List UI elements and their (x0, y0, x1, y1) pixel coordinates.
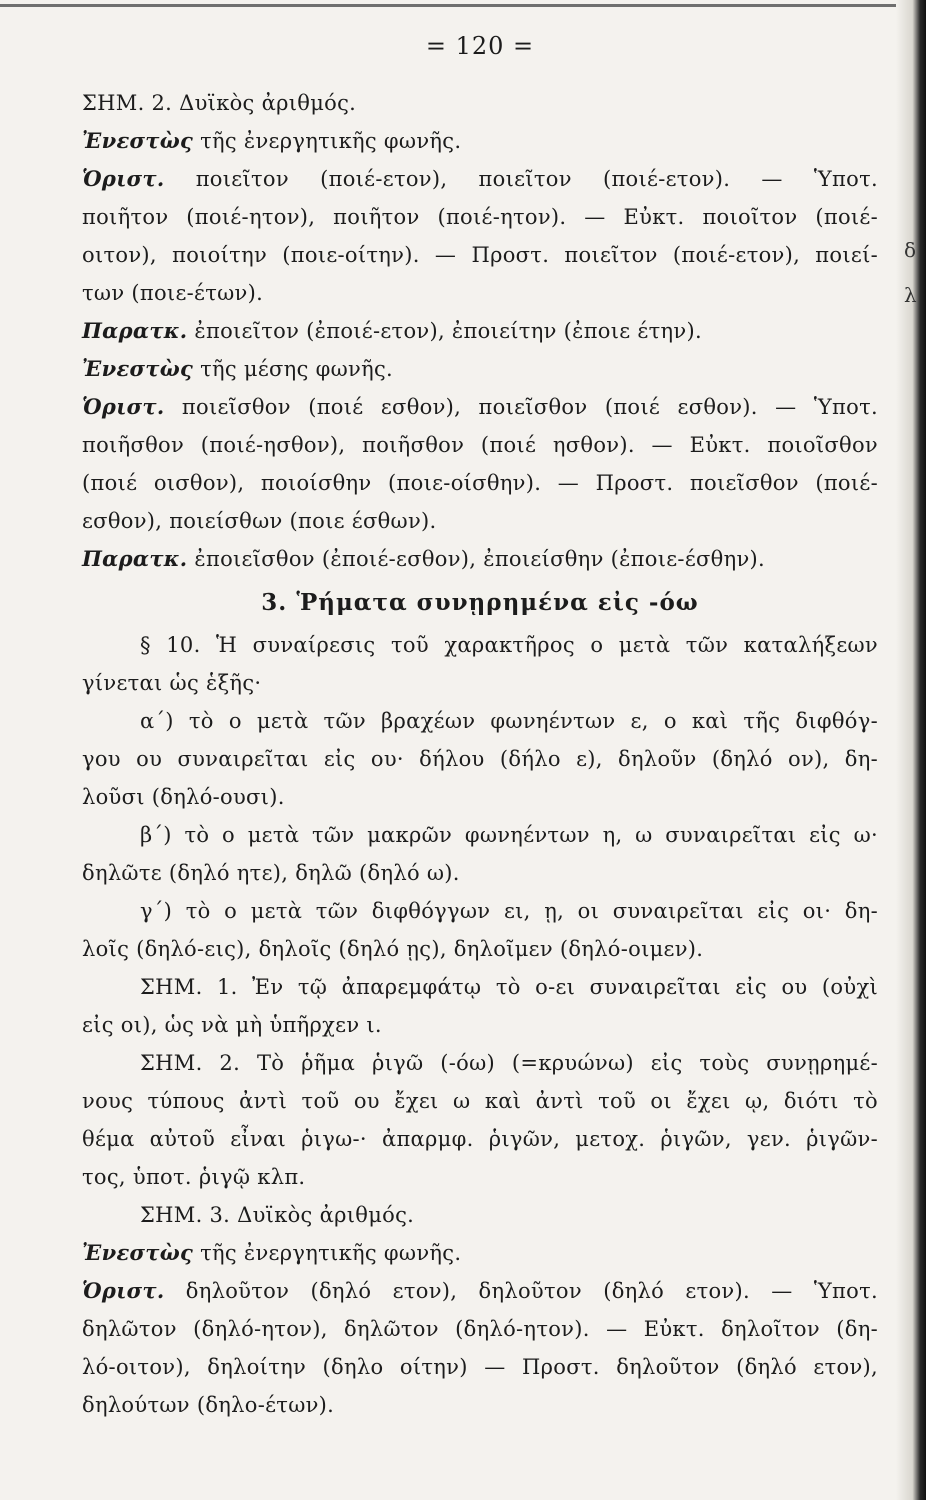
text-line: α΄) τὸ ο μετὰ τῶν βραχέων φωνηέντων ε, ο καὶ τῆς διφθόγ- (140, 709, 878, 733)
text-line: δηλῶτε (δηλό ητε), δηλῶ (δηλό ω). (82, 861, 460, 885)
text-line: ποιῆσθον (ποιέ-ησθον), ποιῆσθον (ποιέ ησθον). — Εὐκτ. ποιοῖσθον (82, 433, 878, 457)
text-line: των (ποιε-έτων). (82, 281, 264, 305)
top-rule (0, 4, 900, 7)
text-line: Ἐνεστὼς τῆς ἐνεργητικῆς φωνῆς. (82, 1240, 462, 1265)
text-line: γ΄) τὸ ο μετὰ τῶν διφθόγγων ει, ῃ, οι συναιρεῖται εἰς οι· δη- (140, 899, 878, 923)
text-line: § 10. Ἡ συναίρεσις τοῦ χαρακτῆρος ο μετὰ τῶν καταλήξεων (140, 633, 878, 657)
text-line: Ἐνεστὼς τῆς ἐνεργητικῆς φωνῆς. (82, 128, 462, 153)
text-line: (ποιέ οισθον), ποιοίσθην (ποιε-οίσθην). — Προστ. ποιεῖσθον (ποιέ- (82, 471, 878, 495)
text-line: ΣΗΜ. 1. Ἐν τῷ ἀπαρεμφάτῳ τὸ ο-ει συναιρεῖται εἰς ου (οὐχὶ (140, 975, 878, 999)
text-line: ποιῆτον (ποιέ-ητον), ποιῆτον (ποιέ-ητον). — Εὐκτ. ποιοῖτον (ποιέ- (82, 205, 878, 229)
text-line: λοῖς (δηλό-εις), δηλοῖς (δηλό ῃς), δηλοῖμεν (δηλό-οιμεν). (82, 937, 704, 961)
text-line: ΣΗΜ. 2. Δυϊκὸς ἀριθμός. (82, 91, 357, 115)
text-line: Ὁριστ. ποιεῖτον (ποιέ-ετον), ποιεῖτον (ποιέ-ετον). — Ὑποτ. (82, 166, 878, 191)
text-line: Ἐνεστὼς τῆς μέσης φωνῆς. (82, 356, 394, 381)
text-line: εἰς οι), ὡς νὰ μὴ ὑπῆρχεν ι. (82, 1013, 382, 1037)
text-line: γου ου συναιρεῖται εἰς ου· δήλου (δήλο ε), δηλοῦν (δηλό ον), δη- (82, 747, 878, 771)
text-line: ΣΗΜ. 3. Δυϊκὸς ἀριθμός. (140, 1203, 415, 1227)
section-heading: 3. Ῥήματα συνῃρημένα εἰς -όω (261, 589, 699, 616)
text-line: εσθον), ποιείσθων (ποιε έσθων). (82, 509, 437, 533)
text-line: λό-οιτον), δηλοίτην (δηλο οίτην) — Προστ. δηλοῦτον (δηλό ετον), (82, 1355, 878, 1379)
text-line: οιτον), ποιοίτην (ποιε-οίτην). — Προστ. ποιεῖτον (ποιέ-ετον), ποιεί- (82, 243, 878, 267)
text-line: γίνεται ὡς ἑξῆς· (82, 671, 262, 695)
text-line: νους τύπους ἀντὶ τοῦ ου ἔχει ω καὶ ἀντὶ τοῦ οι ἔχει ῳ, διότι τὸ (82, 1089, 878, 1113)
text-line: δηλῶτον (δηλό-ητον), δηλῶτον (δηλό-ητον). — Εὐκτ. δηλοῖτον (δη- (82, 1317, 878, 1341)
text-line: θέμα αὐτοῦ εἶναι ῥιγω-· ἀπαρμφ. ῥιγῶν, μετοχ. ῥιγῶν, γεν. ῥιγῶν- (82, 1127, 878, 1151)
text-line: λοῦσι (δηλό-ουσι). (82, 785, 285, 809)
margin-mark: δ (904, 238, 917, 262)
text-line: β΄) τὸ ο μετὰ τῶν μακρῶν φωνηέντων η, ω συναιρεῖται εἰς ω· (140, 823, 878, 847)
text-line: Ὁριστ. ποιεῖσθον (ποιέ εσθον), ποιεῖσθον (ποιέ εσθον). — Ὑποτ. (82, 394, 878, 419)
margin-mark: λ (904, 283, 917, 307)
text-line: τος, ὑποτ. ῥιγῷ κλπ. (82, 1165, 306, 1189)
text-line: Παρατκ. ἐποιεῖσθον (ἐποιέ-εσθον), ἐποιείσθην (ἐποιε-έσθην). (82, 546, 765, 571)
text-line: δηλούτων (δηλο-έτων). (82, 1393, 335, 1417)
page-edge (896, 0, 926, 1500)
text-line: Ὁριστ. δηλοῦτον (δηλό ετον), δηλοῦτον (δηλό ετον). — Ὑποτ. (82, 1278, 878, 1303)
page-number: = 120 = (425, 32, 535, 60)
text-line: ΣΗΜ. 2. Τὸ ῥῆμα ῥιγῶ (-όω) (=κρυώνω) εἰς τοὺς συνῃρημέ- (140, 1051, 878, 1075)
text-line: Παρατκ. ἐποιεῖτον (ἐποιέ-ετον), ἐποιείτην (ἐποιε έτην). (82, 318, 702, 343)
